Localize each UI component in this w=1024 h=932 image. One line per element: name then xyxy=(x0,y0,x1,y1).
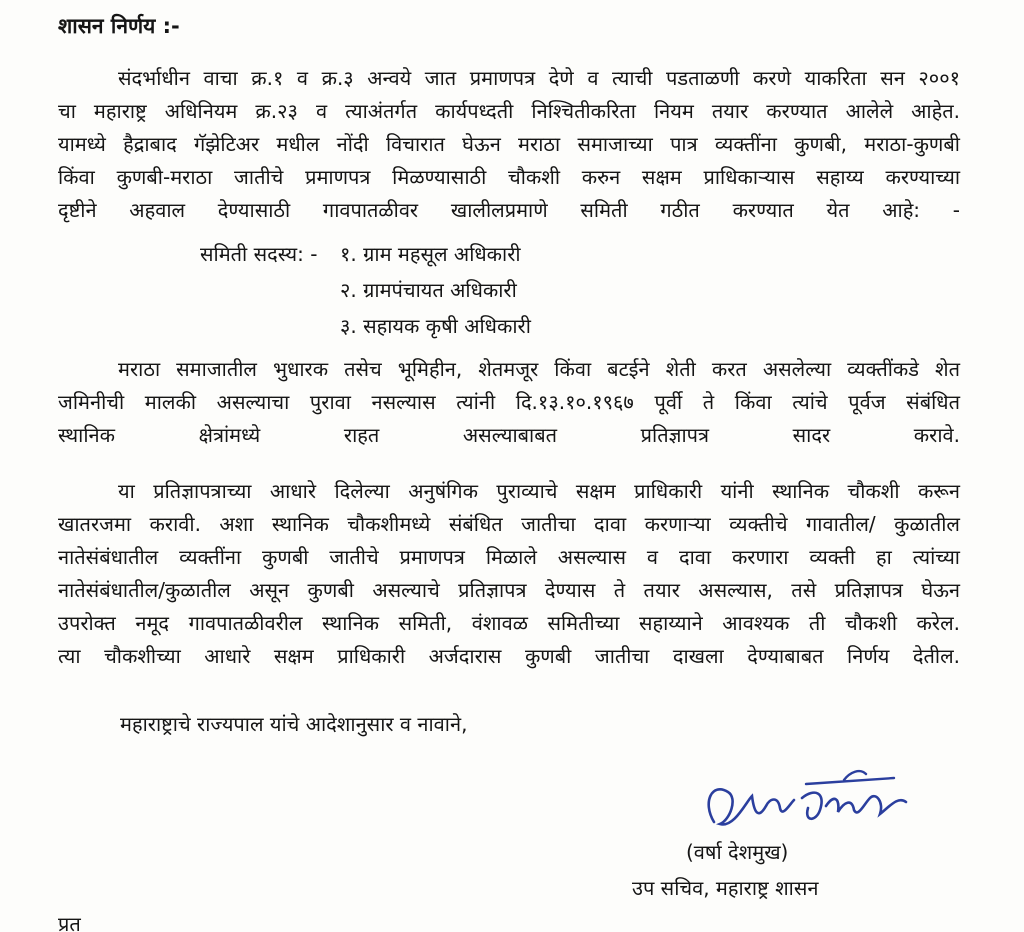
paragraph-line: स्थानिक क्षेत्रांमध्ये राहत असल्याबाबत प्रतिज्ञापत्र सादर करावे. xyxy=(58,423,960,447)
paragraph-line: जमिनीची मालकी असल्याचा पुरावा नसल्यास त्यांनी दि.१३.१०.१९६७ पूर्वी ते किंवा त्यांचे पूर्वज संबंधित xyxy=(58,390,960,414)
paragraph-verification xyxy=(58,475,960,673)
committee-label: समिती सदस्य: - xyxy=(200,242,318,266)
paragraph-line: खातरजमा करावी. अशा स्थानिक चौकशीमध्ये संबंधित जातीचा दावा करणाऱ्या व्यक्तीचे गावातील/ कुळातील xyxy=(58,512,960,536)
paragraph-committee-formation xyxy=(58,62,960,227)
committee-members-list xyxy=(200,236,531,344)
paragraph-line: या प्रतिज्ञापत्राच्या आधारे दिलेल्या अनुषंगिक पुराव्याचे सक्षम प्राधिकारी यांनी स्थानिक चौकशी करून xyxy=(118,479,960,503)
paragraph-line: उपरोक्त नमूद गावपातळीवरील स्थानिक समिती, वंशावळ समितीच्या सहाय्याने आवश्यक ती चौकशी करेल. xyxy=(58,611,960,635)
committee-member: १. ग्राम महसूल अधिकारी xyxy=(340,242,521,266)
paragraph-line: नातेसंबंधातील व्यक्तींना कुणबी जातीचे प्रमाणपत्र मिळाले असल्यास व दावा करणारा व्यक्ती हा त्यांच्या xyxy=(58,545,960,569)
paragraph-line: यामध्ये हैद्राबाद गॅझेटिअर मधील नोंदी विचारात घेऊन मराठा समाजाच्या पात्र व्यक्तींना कुणबी, मराठा-कुणबी xyxy=(58,132,960,156)
resolution-heading: शासन निर्णय :- xyxy=(58,14,180,38)
copy-to-label: प्रत xyxy=(58,912,81,932)
paragraph-line: नातेसंबंधातील/कुळातील असून कुणबी असल्याचे प्रतिज्ञापत्र देण्यास ते तयार असल्यास, तसे प्रतिज्ञापत्र घेऊन xyxy=(58,578,960,602)
paragraph-line: चा महाराष्ट्र अधिनियम क्र.२३ व त्याअंतर्गत कार्यपध्दती निश्चितीकरिता नियम तयार करण्यात आलेले आहेत. xyxy=(58,99,960,123)
paragraph-line: संदर्भाधीन वाचा क्र.१ व क्र.३ अन्वये जात प्रमाणपत्र देणे व त्याची पडताळणी करणे याकरिता सन २००१ xyxy=(118,66,960,90)
closing-line: महाराष्ट्राचे राज्यपाल यांचे आदेशानुसार व नावाने, xyxy=(120,712,468,736)
paragraph-line: त्या चौकशीच्या आधारे सक्षम प्राधिकारी अर्जदारास कुणबी जातीचा दाखला देण्याबाबत निर्णय देतील. xyxy=(58,644,960,668)
signatory-designation: उप सचिव, महाराष्ट्र शासन xyxy=(632,876,819,900)
paragraph-line: किंवा कुणबी-मराठा जातीचे प्रमाणपत्र मिळण्यासाठी चौकशी करुन सक्षम प्राधिकाऱ्यास सहाय्य करण्याच्या xyxy=(58,165,960,189)
paragraph-line: मराठा समाजातील भुधारक तसेच भूमिहीन, शेतमजूर किंवा बटईने शेती करत असलेल्या व्यक्तींकडे शेत xyxy=(118,357,960,381)
paragraph-line: दृष्टीने अहवाल देण्यासाठी गावपातळीवर खालीलप्रमाणे समिती गठीत करण्यात येत आहे: - xyxy=(58,198,960,222)
signatory-name: (वर्षा देशमुख) xyxy=(686,840,789,864)
committee-member: ३. सहायक कृषी अधिकारी xyxy=(340,314,531,338)
committee-member: २. ग्रामपंचायत अधिकारी xyxy=(340,278,517,302)
paragraph-affidavit xyxy=(58,353,960,452)
